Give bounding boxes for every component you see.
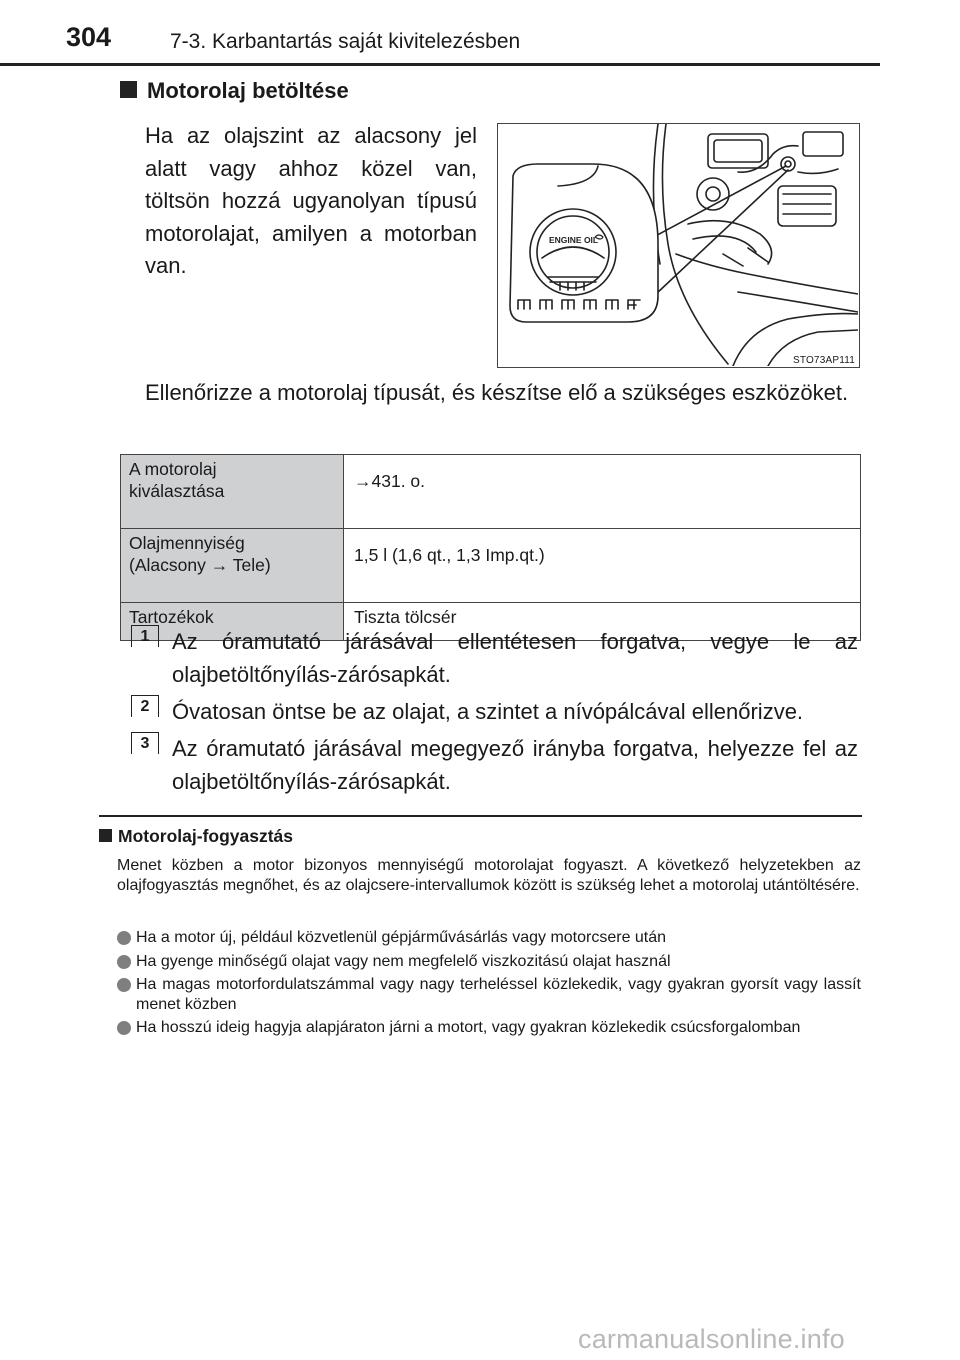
- bullet-dot-icon: [117, 955, 131, 969]
- consumption-body: Menet közben a motor bizonyos mennyiségű motorolajat fogyaszt. A következő helyzetekben az olajfogyasztás megnőhet, és az olajcsere-intervallumok között is szükség lehet a motorolaj utántöltésére.: [117, 857, 861, 894]
- square-bullet-icon: [99, 829, 112, 842]
- oil-fill-intro: Ha az olajszint az alacsony jel alatt vagy ahhoz közel van, töltsön hozzá ugyanolyan típusú motorolajat, amilyen a motorban van.: [145, 123, 477, 278]
- check-text: Ellenőrizze a motorolaj típusát, és készítse elő a szükséges eszközöket.: [145, 380, 849, 405]
- table-label-cell: A motorolaj kiválasztása: [121, 455, 344, 529]
- page-number: 304: [66, 22, 112, 52]
- section-divider: [99, 815, 862, 817]
- step-number-box: 3: [131, 732, 159, 754]
- list-item: Ha magas motorfordulatszámmal vagy nagy terheléssel közlekedik, vagy gyakran gyorsít vagy lassít menet közben: [117, 975, 861, 1014]
- step-1: [131, 625, 858, 691]
- bullet-dot-icon: [117, 1021, 131, 1035]
- table-label-cell: Tartozékok: [121, 603, 344, 641]
- section-title: 7-3. Karbantartás saját kivitelezésben: [170, 30, 521, 53]
- table-row: [121, 529, 861, 603]
- step-number-box: 2: [131, 695, 159, 717]
- spec-table: [120, 454, 861, 641]
- bullet-dot-icon: [117, 931, 131, 945]
- figure-code: STO73AP111: [792, 355, 855, 366]
- step-3: [131, 732, 858, 798]
- step-number-box: 1: [131, 625, 159, 647]
- oil-fill-title: Motorolaj betöltése: [147, 78, 349, 103]
- list-item: Ha gyenge minőségű olajat vagy nem megfelelő viszkozitású olajat használ: [117, 952, 861, 972]
- consumption-bullets: [117, 928, 861, 1042]
- table-label-cell: Olajmennyiség (Alacsony → Tele): [121, 529, 344, 603]
- square-bullet-icon: [120, 81, 137, 98]
- step-2: [131, 695, 858, 728]
- step-text: Az óramutató járásával megegyező irányba forgatva, helyezze fel az olajbetöltőnyílás-zárósapkát.: [172, 736, 858, 794]
- table-row: [121, 455, 861, 529]
- engine-oil-cap-label: ENGINE OIL: [549, 235, 599, 245]
- consumption-title: Motorolaj-fogyasztás: [118, 826, 294, 846]
- oil-fill-heading: [120, 78, 349, 104]
- table-value-cell: 1,5 l (1,6 qt., 1,3 Imp.qt.): [344, 529, 861, 603]
- watermark: carmanualsonline.info: [578, 1324, 845, 1354]
- step-text: Az óramutató járásával ellentétesen forgatva, vegye le az olajbetöltőnyílás-zárósapkát.: [172, 629, 858, 687]
- consumption-heading: [99, 826, 293, 847]
- engine-oil-cap-figure: [497, 123, 860, 368]
- table-value-cell: →431. o.: [344, 455, 861, 529]
- header-rule: [0, 63, 880, 66]
- list-item: Ha a motor új, például közvetlenül gépjárművásárlás vagy motorcsere után: [117, 928, 861, 948]
- list-item: Ha hosszú ideig hagyja alapjáraton járni a motort, vagy gyakran közlekedik csúcsforgalomban: [117, 1018, 861, 1038]
- table-value-cell: Tiszta tölcsér: [344, 603, 861, 641]
- step-text: Óvatosan öntse be az olajat, a szintet a nívópálcával ellenőrizve.: [172, 699, 804, 724]
- bullet-dot-icon: [117, 978, 131, 992]
- engine-bay-illustration: [498, 124, 858, 366]
